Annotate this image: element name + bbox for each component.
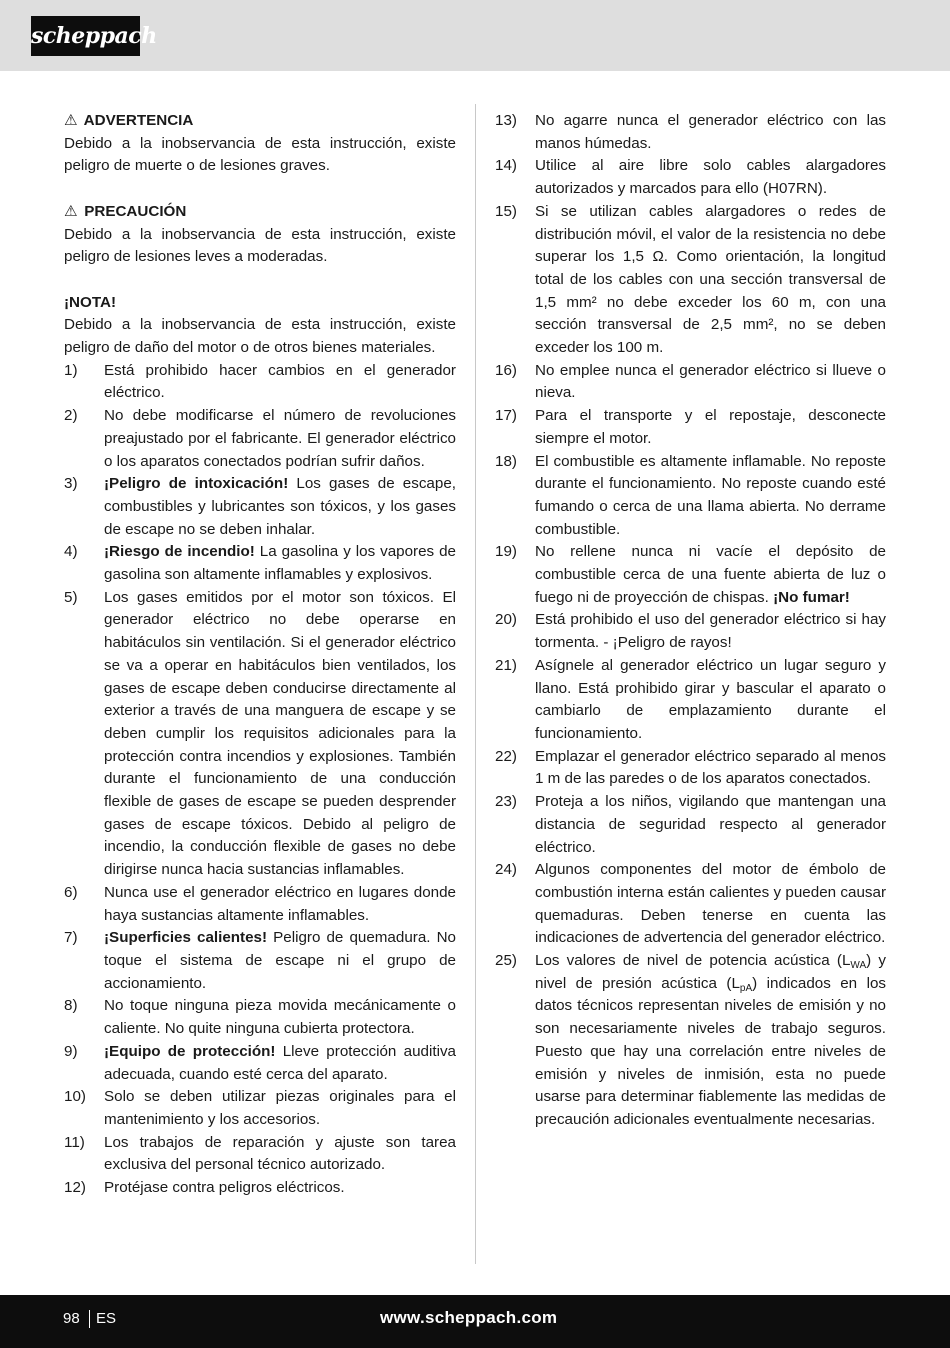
item-text: Está prohibido el uso del generador eléctrico si hay tormenta. - ¡Peligro de rayos! (535, 611, 886, 652)
item-text: Algunos componentes del motor de émbolo de combustión interna están calientes y pueden causar quemaduras. Deben tenerse en cuenta las indicaciones de advertencia del generador eléctrico. (535, 861, 886, 947)
left-column (64, 110, 456, 1200)
list-item (495, 655, 886, 746)
warning-icon: ⚠ (64, 112, 78, 129)
item-text: No agarre nunca el generador eléctrico con las manos húmedas. (535, 112, 886, 152)
item-number: 11) (64, 1133, 85, 1151)
caution-title: PRECAUCIÓN (84, 202, 187, 220)
list-item (64, 882, 456, 927)
list-item (495, 405, 886, 450)
item-text: Los gases emitidos por el motor son tóxicos. El generador eléctrico no debe operarse en habitáculos sin ventilación. Si el generador eléctrico se va a operar en habitáculos bien ventilados, los gases de escape deben conducirse directamente al exterior a través de una manguera de escape y se deben cumplir los requisitos adicionales para la protección contra incendios y explosiones. También durante el funcionamiento de una conducción flexible de gases de escape se pueden desprender gases de escape tóxicos. Debido al peligro de incendio, la conducción flexible de gases no debe dirigirse nunca hacia sustancias inflamables. (104, 588, 456, 879)
note-block (64, 292, 456, 360)
item-text: Los valores de nivel de potencia acústica $(L_{WA})$ y nivel de presión acústica $(L_{pA})$ indicados en los datos técnicos representan niveles de emisión y no son necesariamente niveles de trabajo seguros. Puesto que hay una correlación entre niveles de emisión y niveles de inmisión, esta no puede usarse para determinar fiablemente las medidas de precaución adicionales eventualmente necesarias. (535, 952, 886, 1128)
list-item (495, 950, 886, 1132)
list-item (495, 541, 886, 609)
item-number: 23) (495, 793, 517, 811)
page-number: 98 (63, 1310, 80, 1327)
item-text: Nunca use el generador eléctrico en lugares donde haya sustancias altamente inflamables. (104, 883, 456, 924)
warning-text: Debido a la inobservancia de esta instrucción, existe peligro de muerte o de lesiones graves. (64, 134, 456, 175)
item-number: 8) (64, 997, 78, 1015)
list-item (64, 587, 456, 882)
list-item (64, 360, 456, 405)
item-number: 18) (495, 452, 517, 470)
caution-block (64, 201, 456, 269)
list-item (64, 1086, 456, 1131)
item-number: 14) (495, 157, 517, 175)
item-text: Para el transporte y el repostaje, desconecte siempre el motor. (535, 407, 886, 447)
item-number: 15) (495, 202, 517, 220)
list-item (64, 995, 456, 1040)
item-text: Proteja a los niños, vigilando que mantengan una distancia de seguridad respecto al generador eléctrico. (535, 793, 886, 856)
list-item (64, 473, 456, 541)
right-column (495, 110, 886, 1132)
list-item (495, 110, 886, 155)
brand-logo: scheppach (31, 16, 140, 56)
page-header (0, 0, 950, 71)
item-number: 6) (64, 883, 78, 901)
caution-text: Debido a la inobservancia de esta instrucción, existe peligro de lesiones leves a moderadas. (64, 225, 456, 266)
language-code: ES (96, 1310, 117, 1327)
item-number: 4) (64, 543, 78, 561)
item-text: Emplazar el generador eléctrico separado al menos 1 m de las paredes o de los aparatos conectados. (535, 747, 886, 788)
item-number: 22) (495, 747, 517, 765)
warning-block (64, 110, 456, 178)
item-text: ¡Equipo de protección! Lleve protección auditiva adecuada, cuando esté cerca del aparato. (104, 1042, 456, 1083)
item-number: 21) (495, 656, 517, 674)
item-number: 7) (64, 929, 78, 947)
item-number: 9) (64, 1042, 78, 1060)
item-text: ¡Peligro de intoxicación! Los gases de escape, combustibles y lubricantes son tóxicos, y los gases de escape no se deben inhalar. (104, 475, 456, 538)
item-number: 13) (495, 112, 517, 129)
footer-separator (89, 1310, 90, 1328)
item-text: Asígnele al generador eléctrico un lugar seguro y llano. Está prohibido girar y bascular el aparato o cambiarlo de emplazamiento durante el funcionamiento. (535, 656, 886, 742)
website-link[interactable]: www.scheppach.com (380, 1308, 558, 1327)
item-number: 16) (495, 361, 517, 379)
safety-list-right (495, 110, 886, 950)
list-item (495, 791, 886, 859)
item-text: Está prohibido hacer cambios en el generador eléctrico. (104, 361, 456, 402)
item-text: No toque ninguna pieza movida mecánicamente o caliente. No quite ninguna cubierta protectora. (104, 997, 456, 1038)
item-number: 17) (495, 407, 517, 425)
item-text: Si se utilizan cables alargadores o redes de distribución móvil, el valor de la resistencia no debe superar los 1,5 Ω. Como orientación, la longitud total de los cables con una sección transversal de 1,5 mm² no debe exceder los 60 m, con una sección transversal de 2,5 mm², no se deben exceder los 100 m. (535, 202, 886, 357)
item-text: No debe modificarse el número de revoluciones preajustado por el fabricante. El generador eléctrico o los aparatos conectados podrían sufrir daños. (104, 407, 456, 470)
page-footer (0, 1295, 950, 1348)
list-item (495, 859, 886, 950)
item-number: 1) (64, 361, 78, 379)
list-item (495, 201, 886, 360)
item-number: 12) (64, 1179, 86, 1197)
list-item (64, 1132, 456, 1177)
item-number: 3) (64, 475, 78, 493)
list-item (495, 360, 886, 405)
item-number: 20) (495, 611, 517, 629)
safety-list-left (64, 360, 456, 1200)
item-text: El combustible es altamente inflamable. No reposte durante el funcionamiento. No reposte cuando esté fumando o cerca de una llama abierta. No derrame combustible. (535, 452, 886, 538)
note-text: Debido a la inobservancia de esta instrucción, existe peligro de daño del motor o de otros bienes materiales. (64, 316, 456, 356)
item-number: 2) (64, 407, 78, 425)
list-item (64, 1041, 456, 1086)
item-number: 24) (495, 861, 517, 879)
list-item (495, 451, 886, 542)
note-title: ¡NOTA! (64, 293, 117, 311)
item-number: 5) (64, 588, 78, 606)
list-item (64, 927, 456, 995)
item-text: Solo se deben utilizar piezas originales para el mantenimiento y los accesorios. (104, 1088, 456, 1128)
item-number: 10) (64, 1088, 86, 1106)
list-item (64, 405, 456, 473)
item-number: 25) (495, 952, 517, 970)
item-text: No emplee nunca el generador eléctrico si llueve o nieva. (535, 361, 886, 402)
item-text: ¡Riesgo de incendio! La gasolina y los vapores de gasolina son altamente inflamables y explosivos. (104, 543, 457, 584)
item-text: Utilice al aire libre solo cables alargadores autorizados y marcados para ello (H07RN). (535, 157, 886, 198)
list-item (495, 609, 886, 654)
warning-title: ADVERTENCIA (83, 112, 194, 129)
item-text: ¡Superficies calientes! Peligro de quemadura. No toque el sistema de escape ni el grupo de accionamiento. (104, 929, 456, 992)
item-text: Los trabajos de reparación y ajuste son tarea exclusiva del personal técnico autorizado. (104, 1133, 456, 1174)
list-item (495, 746, 886, 791)
list-item (64, 541, 456, 586)
list-item (64, 1177, 456, 1200)
item-text: Protéjase contra peligros eléctricos. (104, 1179, 345, 1197)
item-text: No rellene nunca ni vacíe el depósito de combustible cerca de una fuente abierta de luz o fuego ni de proyección de chispas. ¡No fumar! (535, 543, 886, 606)
warning-icon: ⚠ (64, 202, 78, 220)
item-number: 19) (495, 543, 517, 561)
column-divider (475, 104, 476, 1264)
list-item (495, 155, 886, 200)
